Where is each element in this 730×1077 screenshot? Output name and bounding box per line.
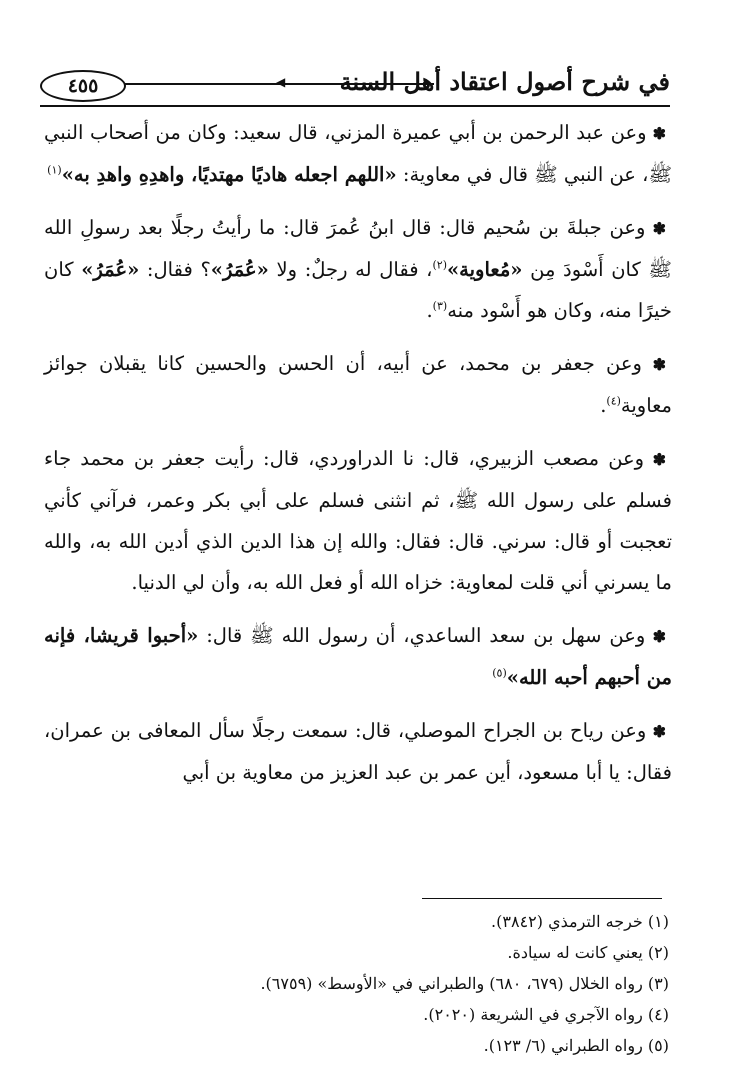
quoted-text: «أحبوا قريشا، فإنه من أحبهم أحبه الله» — [44, 624, 672, 689]
paragraph — [44, 112, 672, 195]
header-divider — [40, 105, 670, 107]
footnote-4: (٤) رواه الآجري في الشريعة (٢٠٢٠). — [423, 1005, 669, 1024]
star-icon: ✽ — [645, 627, 666, 646]
running-title: في شرح أصول اعتقاد أهل السنة — [339, 67, 670, 96]
arrow-left-icon: ◀ — [276, 75, 286, 89]
footnote-3: (٣) رواه الخلال (٦٧٩، ٦٨٠) والطبراني في «الأوسط» (٦٧٥٩). — [260, 974, 669, 993]
text-run: وعن مصعب الزبيري، قال: نا الدراوردي، قال: رأيت جعفر بن محمد جاء فسلم على رسول الله ﷺ، ثم انثنى فسلم على أبي بكر وعمر، فرآني كأني تعجبت أو قال: سرني. قال: فقال: والله إن هذا الدين الذي أدين الله به، والله ما يسرني أني قلت لمعاوية: خزاه الله أو فعل الله به، وأن لي الدنيا. — [44, 447, 672, 594]
star-icon: ✽ — [646, 124, 667, 143]
quoted-text: «مُعاوية» — [446, 258, 523, 281]
footnote-1: (١) خرجه الترمذي (٣٨٤٢). — [491, 912, 669, 931]
star-icon: ✽ — [644, 450, 666, 469]
star-icon: ✽ — [646, 722, 666, 741]
footnotes — [44, 906, 669, 1061]
footnote-separator — [422, 898, 662, 899]
paragraph — [44, 710, 672, 793]
paragraph — [44, 615, 672, 698]
footnote-ref: (٢) — [432, 258, 447, 272]
text-run: ، فقال له رجلٌ: ولا — [268, 258, 433, 281]
text-run: كان خيرًا منه، وكان هو أَسْود منه — [44, 258, 672, 322]
footnote-ref: (٣) — [432, 299, 448, 313]
text-run: . — [600, 394, 607, 417]
page-number: ٤٥٥ — [40, 70, 126, 102]
text-run: وعن سهل بن سعد الساعدي، أن رسول الله ﷺ قال: — [198, 624, 646, 647]
footnote-5: (٥) رواه الطبراني (٦/ ١٢٣). — [483, 1036, 669, 1055]
footnote-ref: (٤) — [606, 394, 621, 408]
quoted-text: «اللهم اجعله هاديًا مهتديًا، واهدِهِ واهدِ به» — [61, 163, 397, 186]
text-run: وعن رياح بن الجراح الموصلي، قال: سمعت رجلًا سأل المعافى بن عمران، فقال: يا أبا مسعود، أين عمر بن عبد العزيز من معاوية بن أبي — [44, 719, 672, 784]
text-run: وعن جعفر بن محمد، عن أبيه، أن الحسن والحسين كانا يقبلان جوائز معاوية — [44, 352, 672, 417]
star-icon: ✽ — [645, 219, 666, 238]
text-run: وعن عبد الرحمن بن أبي عميرة المزني، قال سعيد: وكان من أصحاب النبي ﷺ، عن النبي ﷺ قال في معاوية: — [44, 121, 672, 186]
text-run: ؟ فقال: — [139, 258, 211, 281]
star-icon: ✽ — [641, 355, 666, 374]
quoted-text: «عُمَرُ» — [81, 258, 140, 281]
footnote-2: (٢) يعني كانت له سيادة. — [507, 943, 669, 962]
paragraph — [44, 343, 672, 426]
footnote-ref: (٥) — [492, 666, 507, 680]
text-run: . — [426, 299, 433, 322]
footnote-ref: (١) — [47, 163, 62, 177]
main-text — [44, 112, 672, 805]
page-header — [40, 60, 670, 106]
quoted-text: «عُمَرُ» — [210, 258, 269, 281]
paragraph — [44, 207, 672, 331]
text-run: وعن جبلةَ بن سُحيم قال: قال ابنُ عُمرَ قال: ما رأيتُ رجلًا بعد رسولِ الله ﷺ كان أَسْودَ مِن — [44, 216, 672, 281]
paragraph — [44, 438, 672, 603]
